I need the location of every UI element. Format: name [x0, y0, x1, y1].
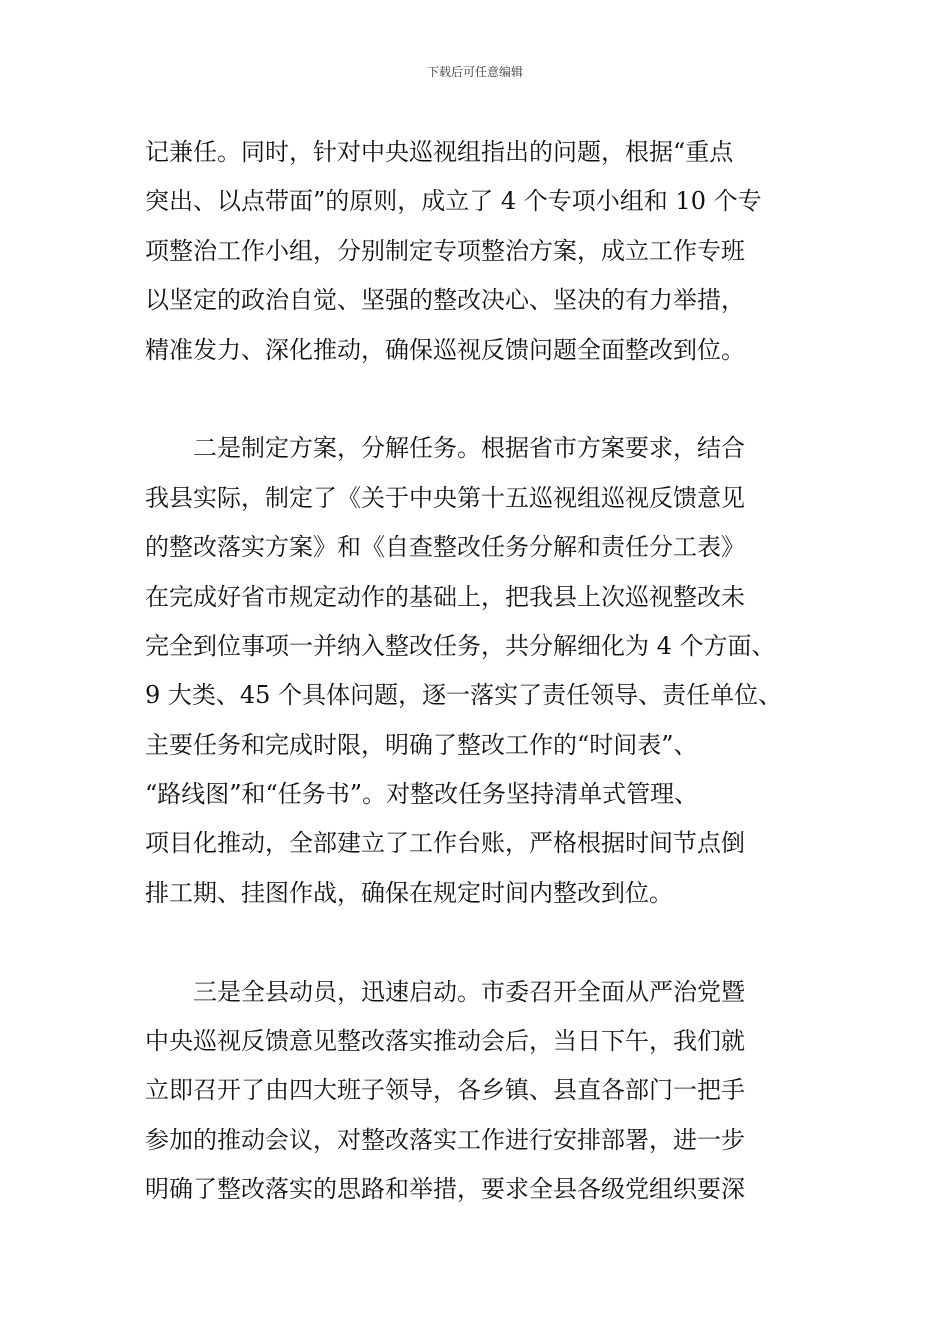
- text-line: 主要任务和完成时限，明确了整改工作的“时间表”、: [145, 730, 698, 759]
- page-header: 下载后可任意编辑: [426, 65, 523, 79]
- text-line: 项整治工作小组，分别制定专项整治方案，成立工作专班: [145, 236, 745, 265]
- text-line: 我县实际，制定了《关于中央第十五巡视组巡视反馈意见: [145, 483, 745, 512]
- text-line: 精准发力、深化推动，确保巡视反馈问题全面整改到位。: [145, 335, 745, 364]
- text-line: 中央巡视反馈意见整改落实推动会后，当日下午，我们就: [145, 1027, 745, 1056]
- paragraph-gap: [145, 918, 825, 967]
- text-line: “路线图”和“任务书”。对整改任务坚持清单式管理、: [145, 780, 699, 809]
- text-line: 完全到位事项一并纳入整改任务，共分解细化为 4 个方面、: [145, 631, 776, 660]
- text-line: 的整改落实方案》和《自查整改任务分解和责任分工表》: [145, 533, 745, 562]
- paragraph-gap: [145, 375, 825, 424]
- text-line: 明确了整改落实的思路和举措，要求全县各级党组织要深: [145, 1175, 745, 1204]
- text-line: 突出、以点带面”的原则，成立了 4 个专项小组和 10 个专: [145, 187, 762, 216]
- paragraph-3: [145, 968, 825, 1215]
- document-body: [145, 128, 825, 1215]
- text-line: 立即召开了由四大班子领导，各乡镇、县直各部门一把手: [145, 1076, 745, 1105]
- paragraph-2: [145, 424, 825, 918]
- text-line: 项目化推动，全部建立了工作台账，严格根据时间节点倒: [145, 829, 745, 858]
- text-line: 参加的推动会议，对整改落实工作进行安排部署，进一步: [145, 1125, 745, 1154]
- text-line: 排工期、挂图作战，确保在规定时间内整改到位。: [145, 878, 673, 907]
- text-line: 9 大类、45 个具体问题，逐一落实了责任领导、责任单位、: [145, 681, 783, 710]
- paragraph-1: [145, 128, 825, 375]
- text-line: 记兼任。同时，针对中央巡视组指出的问题，根据“重点: [145, 138, 734, 166]
- text-line: 以坚定的政治自觉、坚强的整改决心、坚决的有力举措，: [145, 286, 745, 315]
- text-line: 二是制定方案，分解任务。根据省市方案要求，结合: [193, 434, 745, 463]
- text-line: 在完成好省市规定动作的基础上，把我县上次巡视整改未: [145, 582, 745, 611]
- text-line: 三是全县动员，迅速启动。市委召开全面从严治党暨: [193, 977, 745, 1006]
